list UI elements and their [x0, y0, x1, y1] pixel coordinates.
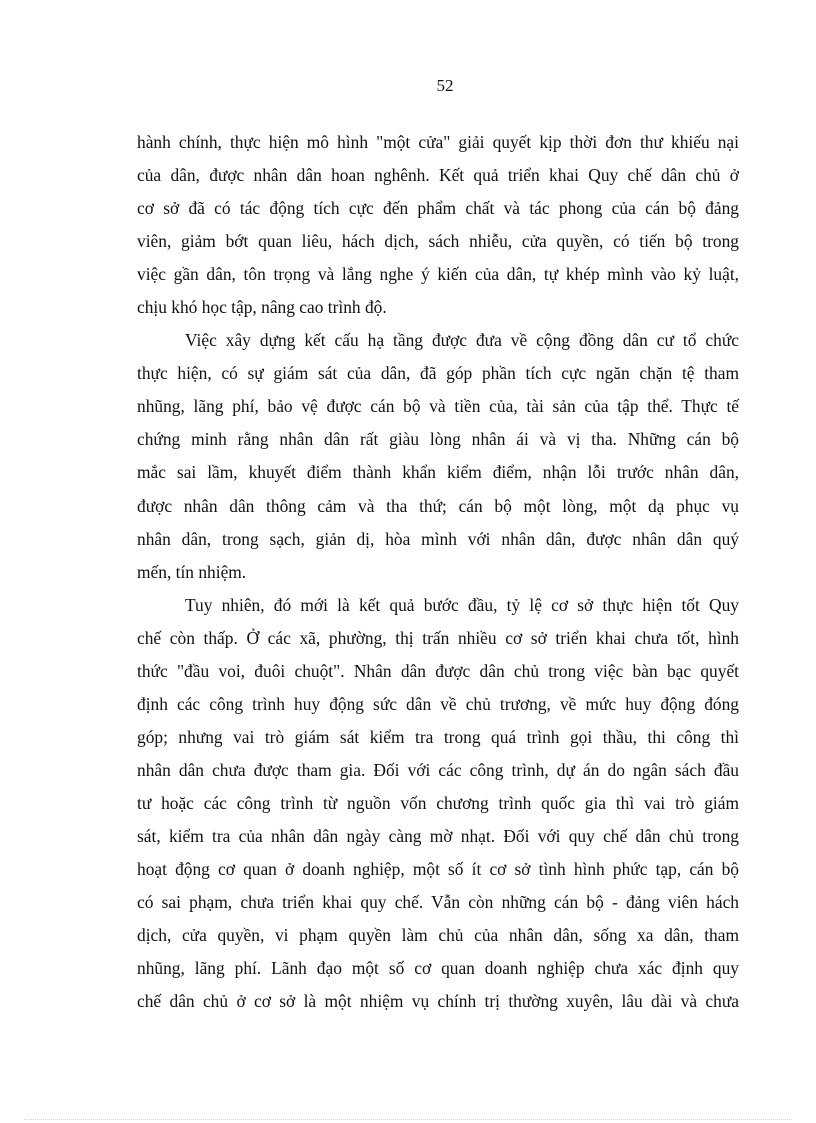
- text-line: hành chính, thực hiện mô hình "một cửa" giải quyết kịp thời đơn thư khiếu nại: [137, 132, 739, 152]
- text-line: sát, kiểm tra của nhân dân ngày càng mờ nhạt. Đối với quy chế dân chủ trong: [137, 825, 739, 846]
- paragraph-3: [137, 589, 739, 1019]
- paragraph-1: [137, 126, 739, 324]
- text-line: chế dân chủ ở cơ sở là một nhiệm vụ chính trị thường xuyên, lâu dài và chưa: [137, 991, 739, 1012]
- text-line: chịu khó học tập, nâng cao trình độ.: [137, 297, 387, 318]
- text-line: mắc sai lầm, khuyết điểm thành khẩn kiểm điểm, nhận lỗi trước nhân dân,: [137, 462, 739, 483]
- text-line: nhũng, lãng phí, bảo vệ được cán bộ và tiền của, tài sản của tập thể. Thực tế: [137, 396, 739, 417]
- text-line: hoạt động cơ quan ở doanh nghiệp, một số ít cơ sở tình hình phức tạp, cán bộ: [137, 859, 739, 880]
- text-line: dịch, cửa quyền, vi phạm quyền làm chủ của nhân dân, sống xa dân, tham: [137, 925, 739, 946]
- document-body: [137, 126, 739, 1018]
- page-number: 52: [436, 76, 454, 95]
- text-line: tư hoặc các công trình từ nguồn vốn chương trình quốc gia thì vai trò giám: [137, 792, 739, 813]
- text-line: mến, tín nhiệm.: [137, 561, 247, 582]
- text-line: viên, giảm bớt quan liêu, hách dịch, sách nhiễu, cửa quyền, có tiến bộ trong: [137, 231, 739, 252]
- text-line: nhân dân chưa được tham gia. Đối với các công trình, dự án do ngân sách đầu: [137, 759, 739, 780]
- text-line: định các công trình huy động sức dân về chủ trương, về mức huy động đóng: [137, 693, 739, 714]
- text-line: của dân, được nhân dân hoan nghênh. Kết quả triển khai Quy chế dân chủ ở: [137, 165, 739, 186]
- text-line: góp; nhưng vai trò giám sát kiểm tra trong quá trình gọi thầu, thi công thì: [137, 726, 739, 747]
- text-line: được nhân dân thông cảm và tha thứ; cán bộ một lòng, một dạ phục vụ: [137, 495, 739, 516]
- text-line: Việc xây dựng kết cấu hạ tầng được đưa về cộng đồng dân cư tổ chức: [185, 330, 739, 351]
- text-line: Tuy nhiên, đó mới là kết quả bước đầu, tỷ lệ cơ sở thực hiện tốt Quy: [185, 594, 739, 615]
- paragraph-2: [137, 324, 739, 588]
- text-line: chứng minh rằng nhân dân rất giàu lòng nhân ái và vị tha. Những cán bộ: [137, 429, 739, 450]
- text-line: cơ sở đã có tác động tích cực đến phẩm chất và tác phong của cán bộ đảng: [137, 198, 739, 219]
- text-line: nhũng, lãng phí. Lãnh đạo một số cơ quan doanh nghiệp chưa xác định quy: [137, 958, 739, 979]
- page-bottom-divider: [24, 1119, 792, 1120]
- text-line: nhân dân, trong sạch, giản dị, hòa mình với nhân dân, được nhân dân quý: [137, 528, 739, 549]
- text-line: thức "đầu voi, đuôi chuột". Nhân dân được dân chủ trong việc bàn bạc quyết: [137, 660, 739, 681]
- text-line: thực hiện, có sự giám sát của dân, đã góp phần tích cực ngăn chặn tệ tham: [137, 363, 739, 384]
- text-line: chế còn thấp. Ở các xã, phường, thị trấn nhiều cơ sở triển khai chưa tốt, hình: [137, 627, 739, 648]
- text-line: việc gần dân, tôn trọng và lắng nghe ý kiến của dân, tự khép mình vào kỷ luật,: [137, 264, 739, 285]
- text-line: có sai phạm, chưa triển khai quy chế. Vẫn còn những cán bộ - đảng viên hách: [137, 892, 739, 913]
